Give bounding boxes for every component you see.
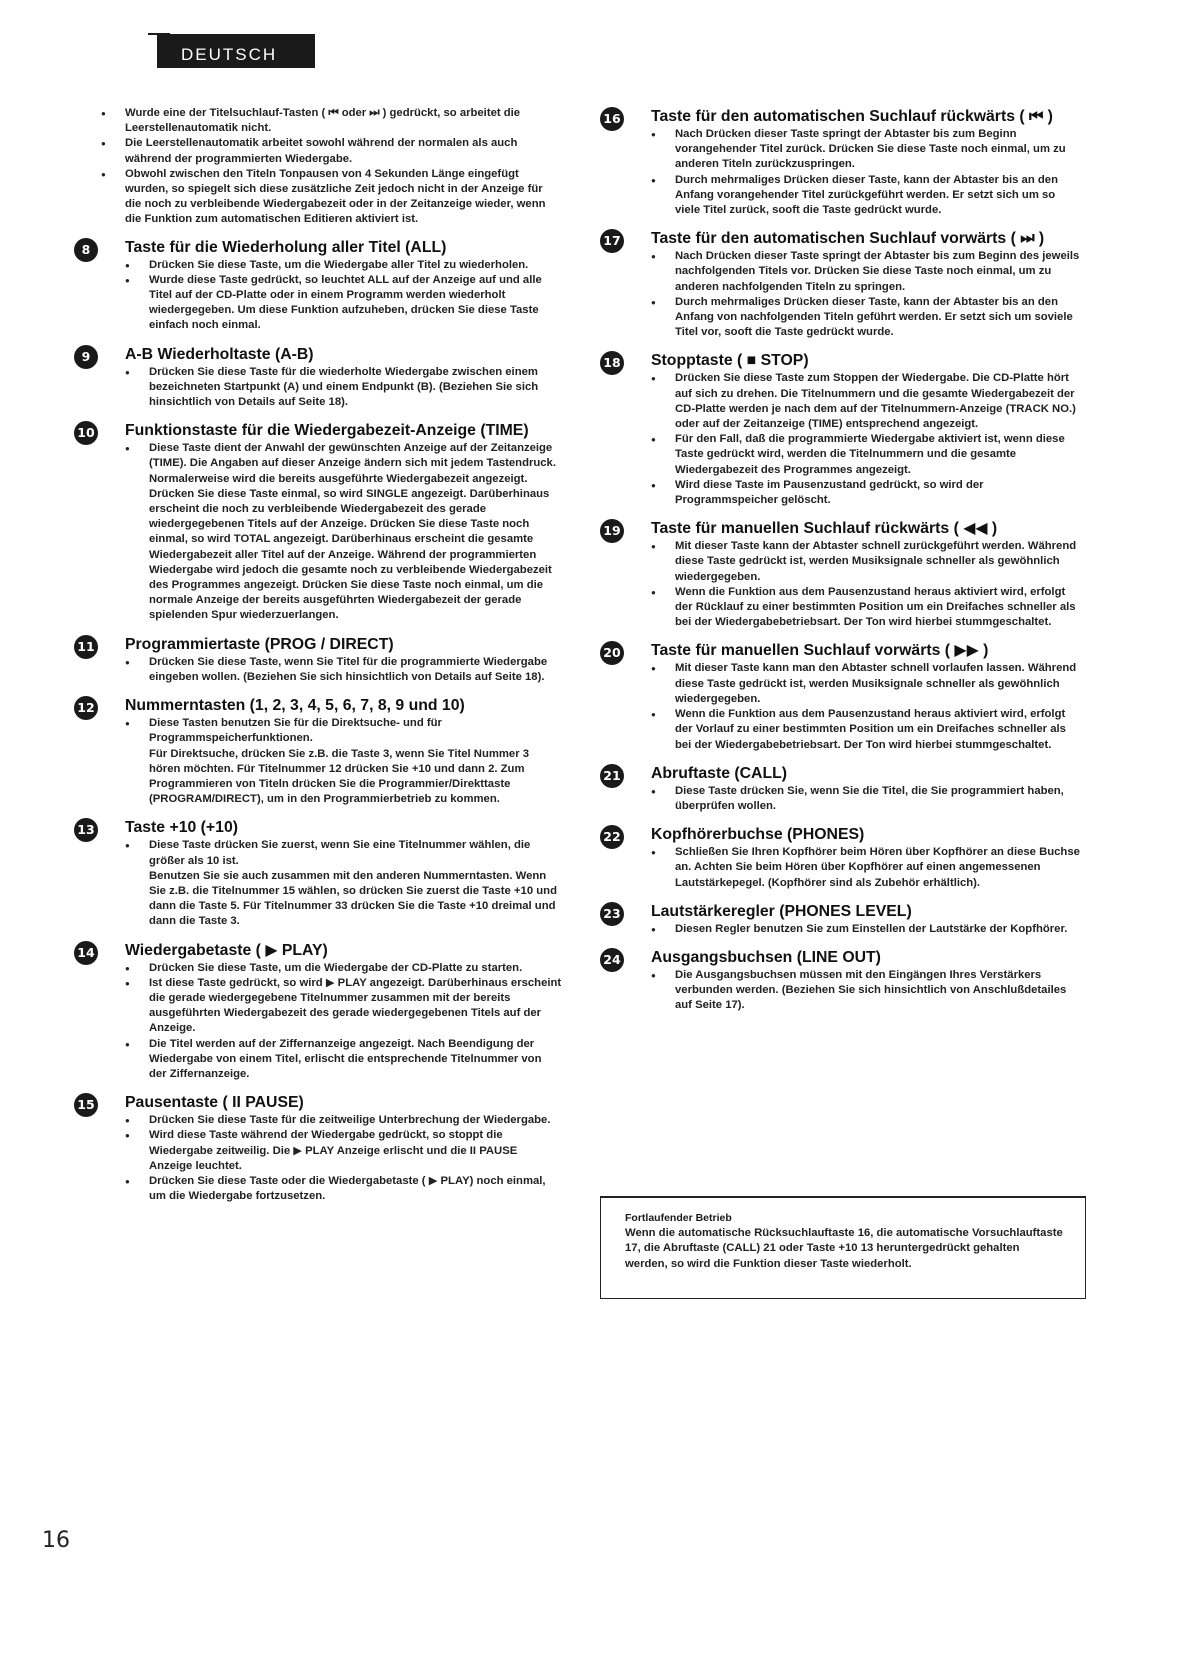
number-badge: 8 [74,238,98,262]
list-item: ● Drücken Sie diese Taste, wenn Sie Titel für die programmierte Wiedergabe eingeben wollen. (Beziehen Sie sich hinsichtlich von Details auf Seite 18). [149,655,562,685]
number-badge: 13 [74,818,98,842]
list-item: ● Nach Drücken dieser Taste springt der Abtaster bis zum Beginn des jeweils nachfolgenden Titels vor. Drücken Sie diese Taste noch einmal, um zu anderen nachfolgenden Titeln zu springen. [675,249,1080,295]
list-item: ● Diese Taste drücken Sie, wenn Sie die Titel, die Sie programmiert haben, überprüfen wollen. [675,784,1080,814]
right-column [600,106,1080,1025]
list-item: ● Wird diese Taste während der Wiedergabe gedrückt, so stoppt die Wiedergabe zeitweilig. Die ▶ PLAY Anzeige erlischt und die II PAUSE Anzeige leuchtet. [149,1128,562,1174]
left-column [74,106,562,1215]
list-item: ● Diesen Regler benutzen Sie zum Einstellen der Lautstärke der Kopfhörer. [675,922,1080,937]
number-badge: 18 [600,351,624,375]
section-8 [74,238,562,334]
number-badge: 11 [74,635,98,659]
list-item: ● Ist diese Taste gedrückt, so wird ▶ PLAY angezeigt. Darüberhinaus erscheint die gerade wiedergegebene Titelnummer zusammen mit der bereits ausgeführten Wiedergabezeit des gerade wiedergegebenen Titels auf der Anzeige. [149,976,562,1037]
section-23 [600,902,1080,937]
note-text: Wenn die automatische Rücksuchlauftaste 16, die automatische Vorsuchlauftaste 17, die Abruftaste (CALL) 21 oder Taste +10 13 heruntergedrückt gehalten werden, so wird die Funktion dieser Taste wiederholt. [625,1227,1063,1270]
list-item: ● Durch mehrmaliges Drücken dieser Taste, kann der Abtaster bis an den Anfang vorangehender Titel zurückgeführt werden. Er setzt sich um so viele Titel zurück, sooft die Taste gedrückt wurde. [675,173,1080,219]
list-item: ● Diese Tasten benutzen Sie für die Direktsuche- und für Programmspeicherfunktionen. [149,716,562,746]
number-badge: 20 [600,641,624,665]
section-paragraph: Benutzen Sie sie auch zusammen mit den anderen Nummerntasten. Wenn Sie z.B. die Titelnummer 15 wählen, so drücken Sie zuerst die Taste +10 und dann die Taste 5. Für Titelnummer 33 drücken Sie die Taste +10 dreimal und dann die Taste 3. [149,869,557,928]
section-15 [74,1093,562,1204]
list-item: ● Drücken Sie diese Taste, um die Wiedergabe der CD-Platte zu starten. [149,961,562,976]
page-number: 16 [42,1528,70,1553]
number-badge: 22 [600,825,624,849]
number-badge: 15 [74,1093,98,1117]
list-item: ● Diese Taste dient der Anwahl der gewünschten Anzeige auf der Zeitanzeige (TIME). Die Angaben auf dieser Anzeige ändern sich mit jedem Tastendruck. Normalerweise wird die bereits ausgeführte Wiedergabezeit angezeigt. Drücken Sie diese Taste einmal, so wird SINGLE angezeigt. Darüberhinaus erscheint die noch zu verbleibende Wiedergabezeit des gerade wiedergegebenen Titels auf der Anzeige. Drücken Sie diese Taste noch einmal, so wird TOTAL angezeigt. Darüberhinaus erscheint die gesamte Wiedergabezeit aller Titel auf der Anzeige. Während der programmierten Wiedergabe wird jedoch die gesamte noch zu verbleibende Wiedergabezeit des Programmes angezeigt. Drücken Sie diese Taste noch einmal, um die normale Anzeige der bereits ausgeführten Wiedergabezeit der gerade spielenden Spur wiederzuerlangen. [149,441,562,623]
list-item: ● Mit dieser Taste kann man den Abtaster schnell vorlaufen lassen. Während diese Taste gedrückt ist, werden Musiksignale schneller als gewöhnlich wiedergegeben. [675,661,1080,707]
number-badge: 21 [600,764,624,788]
section-title: Nummerntasten (1, 2, 3, 4, 5, 6, 7, 8, 9 und 10) [125,697,465,715]
list-item: ● Wenn die Funktion aus dem Pausenzustand heraus aktiviert wird, erfolgt der Rücklauf zu einer bestimmten Position um ein Dreifaches schneller als bei der Wiedergabebetriebsart. Der Ton wird hierbei stummgeschaltet. [675,585,1080,631]
list-item: ● Schließen Sie Ihren Kopfhörer beim Hören über Kopfhörer an diese Buchse an. Achten Sie beim Hören über Kopfhörer auf einen angemessenen Lautstärkepegel. (Kopfhörer sind als Zubehör erhältlich). [675,845,1080,891]
number-badge: 12 [74,696,98,720]
language-tab: DEUTSCH [157,34,315,68]
number-badge: 10 [74,421,98,445]
list-item: ● Die Leerstellenautomatik arbeitet sowohl während der normalen als auch während der programmierten Wiedergabe. [125,136,562,166]
section-title: Lautstärkeregler (PHONES LEVEL) [651,902,912,920]
section-24 [600,948,1080,1014]
note-box [600,1196,1086,1299]
list-item: ● Wurde eine der Titelsuchlauf-Tasten ( ⏮ oder ⏭ ) gedrückt, so arbeitet die Leerstellenautomatik nicht. [125,106,562,136]
section-title: Taste +10 (+10) [125,819,238,837]
list-item: ● Durch mehrmaliges Drücken dieser Taste, kann der Abtaster bis an den Anfang von nachfolgenden Titeln geführt werden. Er setzt sich um soviele Titel vor, sooft die Taste gedrückt wurde. [675,295,1080,341]
number-badge: 16 [600,107,624,131]
section-16 [600,107,1080,218]
section-title: Pausentaste ( II PAUSE) [125,1094,304,1112]
section-title: Taste für den automatischen Suchlauf rückwärts ( ⏮ ) [651,108,1053,125]
list-item: ● Drücken Sie diese Taste zum Stoppen der Wiedergabe. Die CD-Platte hört auf sich zu drehen. Die Titelnummern und die gesamte Wiedergabezeit der CD-Platte werden je nach dem auf der Titelnummern-Anzeige (TRACK NO.) oder auf der Zeitanzeige (TIME) entsprechend angezeigt. [675,371,1080,432]
section-title: Funktionstaste für die Wiedergabezeit-Anzeige (TIME) [125,422,529,440]
section-title: Taste für die Wiederholung aller Titel (ALL) [125,238,447,256]
note-title: Fortlaufender Betrieb [625,1212,732,1224]
list-item: ● Diese Taste drücken Sie zuerst, wenn Sie eine Titelnummer wählen, die größer als 10 ist. [149,838,562,868]
section-paragraph: Für Direktsuche, drücken Sie z.B. die Taste 3, wenn Sie Titel Nummer 3 hören möchten. Für Titelnummer 12 drücken Sie +10 und dann 2. Zum Programmieren von Titeln drücken Sie die Programmier/Direkttaste (PROGRAM/DIRECT), um in den Programmierbetrieb zu kommen. [149,747,530,806]
intro-list [125,106,562,228]
number-badge: 19 [600,519,624,543]
section-title: Kopfhörerbuchse (PHONES) [651,826,865,844]
list-item: ● Drücken Sie diese Taste, um die Wiedergabe aller Titel zu wiederholen. [149,258,562,273]
section-20 [600,641,1080,752]
section-title: Programmiertaste (PROG / DIRECT) [125,635,394,653]
section-18 [600,351,1080,508]
section-10 [74,421,562,623]
list-item: ● Für den Fall, daß die programmierte Wiedergabe aktiviert ist, wenn diese Taste gedrückt wird, werden die Titelnummern und die gesamte Wiedergabezeit des Programmes angezeigt. [675,432,1080,478]
number-badge: 14 [74,941,98,965]
section-9 [74,345,562,411]
list-item: ● Drücken Sie diese Taste für die wiederholte Wiedergabe zwischen einem bezeichneten Startpunkt (A) und einem Endpunkt (B). (Beziehen Sie sich hinsichtlich von Details auf Seite 18). [149,365,562,411]
number-badge: 23 [600,902,624,926]
section-17 [600,229,1080,340]
section-title: Abruftaste (CALL) [651,764,788,782]
section-title: Stopptaste ( ■ STOP) [651,352,809,370]
section-title: Ausgangsbuchsen (LINE OUT) [651,948,881,966]
list-item: ● Wird diese Taste im Pausenzustand gedrückt, so wird der Programmspeicher gelöscht. [675,478,1080,508]
list-item: ● Mit dieser Taste kann der Abtaster schnell zurückgeführt werden. Während diese Taste gedrückt ist, werden Musiksignale schneller als gewöhnlich wiedergegeben. [675,539,1080,585]
section-21 [600,764,1080,814]
section-14 [74,941,562,1083]
number-badge: 17 [600,229,624,253]
section-13 [74,818,562,929]
section-22 [600,825,1080,891]
list-item: ● Obwohl zwischen den Titeln Tonpausen von 4 Sekunden Länge eingefügt wurden, so spiegelt sich diese zusätzliche Zeit jedoch nicht in der Anzeige für die noch zu verbleibende Wiedergabezeit oder in der Zeitanzeige wieder, wenn die Funktion zum automatischen Editieren aktiviert ist. [125,167,562,228]
section-11 [74,635,562,685]
section-title: A-B Wiederholtaste (A-B) [125,345,314,363]
section-title: Wiedergabetaste ( ▶ PLAY) [125,941,328,959]
section-title: Taste für manuellen Suchlauf vorwärts ( ▶▶ ) [651,642,989,660]
list-item: ● Die Titel werden auf der Ziffernanzeige angezeigt. Nach Beendigung der Wiedergabe von einem Titel, erlischt die entsprechende Titelnummer von der Ziffernanzeige. [149,1037,562,1083]
list-item: ● Die Ausgangsbuchsen müssen mit den Eingängen Ihres Verstärkers verbunden werden. (Beziehen Sie sich hinsichtlich von Anschlußdetailes auf Seite 17). [675,968,1080,1014]
section-title: Taste für manuellen Suchlauf rückwärts ( ◀◀ ) [651,520,998,538]
number-badge: 24 [600,948,624,972]
list-item: ● Wurde diese Taste gedrückt, so leuchtet ALL auf der Anzeige auf und alle Titel auf der CD-Platte oder in einem Programm werden wiederholt wiedergegeben. Um diese Funktion aufzuheben, drücken Sie diese Taste einfach noch einmal. [149,273,562,334]
list-item: ● Drücken Sie diese Taste oder die Wiedergabetaste ( ▶ PLAY) noch einmal, um die Wiedergabe fortzusetzen. [149,1174,562,1204]
list-item: ● Nach Drücken dieser Taste springt der Abtaster bis zum Beginn vorangehender Titel zurück. Drücken Sie diese Taste noch einmal, um zu anderen Titeln zurückzuspringen. [675,127,1080,173]
section-19 [600,519,1080,630]
number-badge: 9 [74,345,98,369]
list-item: ● Wenn die Funktion aus dem Pausenzustand heraus aktiviert wird, erfolgt der Vorlauf zu einer bestimmten Position um ein Dreifaches schneller als bei der Wiedergabebetriebsart. Der Ton wird hierbei stummgeschaltet. [675,707,1080,753]
section-title: Taste für den automatischen Suchlauf vorwärts ( ⏭ ) [651,230,1045,248]
section-12 [74,696,562,807]
list-item: ● Drücken Sie diese Taste für die zeitweilige Unterbrechung der Wiedergabe. [149,1113,562,1128]
